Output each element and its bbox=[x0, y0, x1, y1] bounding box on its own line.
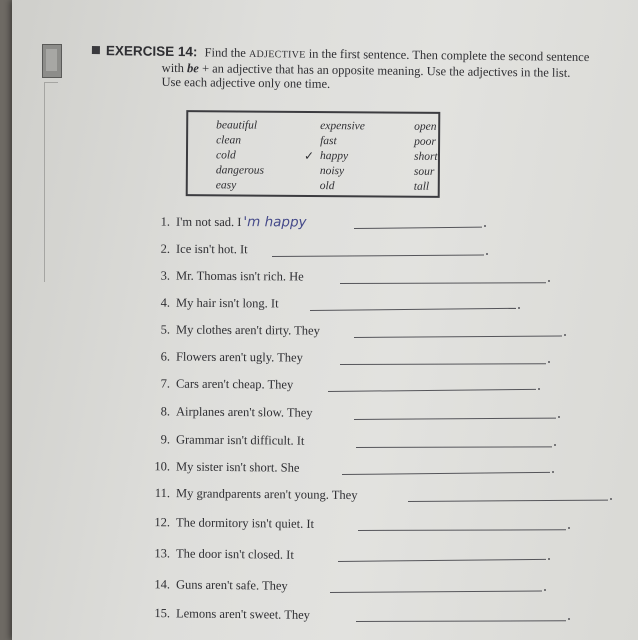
word-item: tall bbox=[413, 180, 430, 193]
period-mark bbox=[552, 471, 554, 473]
word-column-2 bbox=[303, 119, 365, 194]
item-sentence: My clothes aren't dirty. They bbox=[175, 322, 320, 338]
item-sentence: Cars aren't cheap. They bbox=[175, 376, 294, 392]
exercise-item-2 bbox=[150, 242, 248, 258]
period-mark bbox=[548, 361, 550, 363]
item-number: 8. bbox=[160, 404, 171, 419]
item-sentence: The dormitory isn't quiet. It bbox=[175, 515, 315, 531]
word-item: dangerous bbox=[215, 164, 265, 177]
exercise-item-11 bbox=[150, 486, 358, 503]
item-number: 13. bbox=[154, 546, 171, 561]
word-item: easy bbox=[215, 179, 237, 192]
item-sentence: Ice isn't hot. It bbox=[175, 241, 248, 257]
page-tab-marker bbox=[42, 44, 62, 78]
word-item: fast bbox=[320, 135, 337, 148]
exercise-header bbox=[91, 44, 621, 94]
handwritten-answer: 'm happy bbox=[243, 214, 307, 231]
word-item: noisy bbox=[319, 165, 345, 178]
word-item: sour bbox=[413, 165, 435, 178]
item-number: 15. bbox=[154, 606, 171, 621]
item-sentence: The door isn't closed. It bbox=[175, 546, 294, 562]
word-item: expensive bbox=[320, 120, 365, 133]
word-item: cold bbox=[215, 149, 236, 162]
period-mark bbox=[486, 253, 488, 255]
word-item: old bbox=[319, 180, 335, 193]
period-mark bbox=[518, 307, 520, 309]
word-column-3 bbox=[414, 120, 438, 195]
item-sentence: Lemons aren't sweet. They bbox=[175, 606, 311, 623]
exercise-item-8 bbox=[150, 404, 313, 420]
exercise-item-5 bbox=[150, 322, 320, 338]
word-item-label: happy bbox=[319, 150, 349, 163]
exercise-item-1 bbox=[150, 214, 307, 231]
check-mark-icon: ✓ bbox=[303, 148, 315, 164]
word-item: poor bbox=[414, 135, 436, 148]
item-number: 3. bbox=[160, 268, 171, 283]
item-number: 10. bbox=[154, 459, 171, 474]
item-sentence: Guns aren't safe. They bbox=[175, 577, 288, 593]
item-sentence: I'm not sad. I bbox=[175, 214, 242, 230]
item-sentence: Mr. Thomas isn't rich. He bbox=[175, 268, 304, 284]
item-number: 7. bbox=[160, 376, 171, 391]
exercise-item-4 bbox=[150, 296, 279, 312]
adjective-word-list bbox=[186, 110, 441, 198]
item-number: 4. bbox=[160, 295, 171, 310]
margin-line-top bbox=[44, 82, 58, 83]
period-mark bbox=[484, 225, 486, 227]
word-item: short bbox=[413, 150, 438, 163]
instruction-text: Find the bbox=[204, 45, 246, 60]
exercise-item-3 bbox=[150, 269, 304, 285]
item-number: 2. bbox=[160, 241, 171, 256]
item-number: 1. bbox=[160, 214, 171, 229]
instruction-text: with bbox=[161, 60, 185, 76]
item-number: 14. bbox=[154, 577, 171, 592]
item-number: 9. bbox=[160, 432, 171, 447]
item-number: 6. bbox=[160, 349, 171, 364]
word-column-1 bbox=[216, 118, 265, 193]
period-mark bbox=[538, 388, 540, 390]
exercise-item-9 bbox=[150, 432, 305, 448]
period-mark bbox=[548, 280, 550, 282]
instruction-text: in the first sentence. Then complete the second sentence bbox=[308, 46, 590, 65]
item-sentence: My sister isn't short. She bbox=[175, 459, 300, 475]
item-number: 5. bbox=[160, 322, 171, 337]
period-mark bbox=[564, 334, 566, 336]
workbook-page bbox=[12, 0, 638, 640]
item-sentence: Airplanes aren't slow. They bbox=[175, 404, 313, 420]
exercise-item-10 bbox=[150, 459, 300, 475]
period-mark bbox=[548, 558, 550, 560]
period-mark bbox=[610, 498, 612, 500]
period-mark bbox=[568, 527, 570, 529]
item-sentence: Flowers aren't ugly. They bbox=[175, 349, 303, 365]
item-sentence: My hair isn't long. It bbox=[175, 295, 279, 311]
exercise-title: EXERCISE 14: bbox=[105, 43, 198, 60]
word-item: beautiful bbox=[216, 119, 258, 132]
exercise-item-7 bbox=[150, 376, 293, 392]
exercise-item-14 bbox=[150, 577, 288, 594]
period-mark bbox=[558, 416, 560, 418]
item-sentence: My grandparents aren't young. They bbox=[175, 486, 358, 503]
exercise-item-6 bbox=[150, 349, 303, 365]
item-number: 11. bbox=[154, 485, 171, 501]
margin-line bbox=[44, 82, 45, 282]
word-item: clean bbox=[216, 134, 242, 147]
instruction-keyword: ADJECTIVE bbox=[248, 48, 306, 61]
instruction-text: + an adjective that has an opposite meaning. Use the adjectives in the list. bbox=[201, 61, 571, 80]
item-number: 12. bbox=[154, 515, 171, 530]
square-bullet-icon bbox=[92, 46, 100, 54]
period-mark bbox=[568, 618, 570, 620]
exercise-item-12 bbox=[150, 515, 314, 532]
period-mark bbox=[544, 589, 546, 591]
word-item: open bbox=[414, 120, 437, 133]
exercise-item-15 bbox=[150, 606, 310, 623]
item-sentence: Grammar isn't difficult. It bbox=[175, 432, 305, 448]
instruction-keyword-be: be bbox=[186, 61, 199, 76]
exercise-item-13 bbox=[150, 546, 294, 563]
word-item-used bbox=[303, 148, 365, 164]
period-mark bbox=[554, 444, 556, 446]
instructions-line-3: Use each adjective only one time. bbox=[161, 74, 331, 91]
